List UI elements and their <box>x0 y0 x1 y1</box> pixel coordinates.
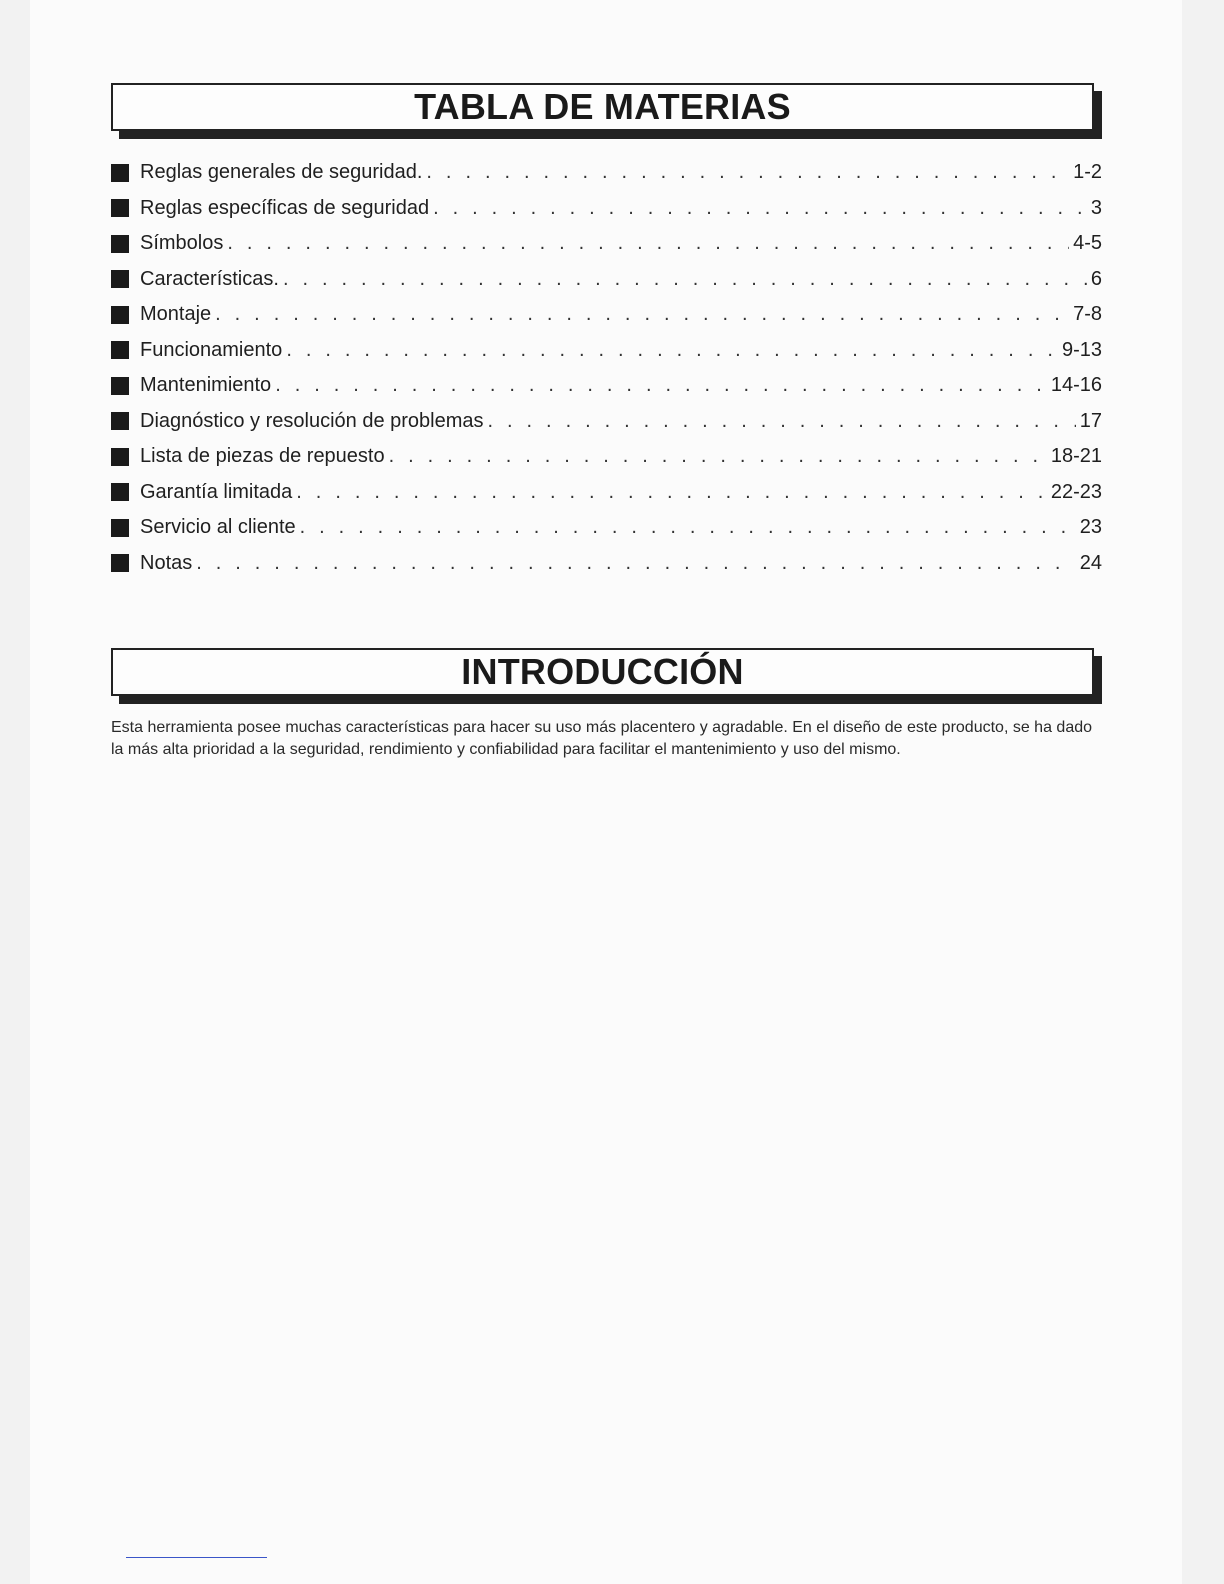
toc-entry-label: Reglas específicas de seguridad <box>140 196 430 219</box>
dot-leader <box>227 232 1069 255</box>
square-bullet-icon <box>111 554 129 572</box>
toc-entry-label: Reglas generales de seguridad. <box>140 161 423 184</box>
intro-paragraph: Esta herramienta posee muchas características para hacer su uso más placentero y agradable. En el diseño de este producto, se ha dado la más alta prioridad a la seguridad, rendimiento y confiabilidad para facilitar el mantenimiento y uso del mismo. <box>111 719 1093 758</box>
dot-leader <box>433 197 1087 220</box>
toc-entry <box>111 191 1102 227</box>
toc-entry-label: Servicio al cliente <box>140 516 296 539</box>
toc-entry-page: 17 <box>1079 409 1102 432</box>
dot-leader <box>196 552 1076 575</box>
square-bullet-icon <box>111 164 129 182</box>
intro-heading-box <box>111 648 1094 696</box>
toc-entry-page: 24 <box>1079 551 1102 574</box>
square-bullet-icon <box>111 377 129 395</box>
toc-list <box>111 155 1102 581</box>
toc-entry-page: 3 <box>1090 196 1102 219</box>
toc-entry <box>111 439 1102 475</box>
toc-entry-page: 1-2 <box>1073 161 1102 184</box>
toc-heading-box <box>111 83 1094 131</box>
toc-entry <box>111 546 1102 582</box>
toc-entry-page: 18-21 <box>1050 445 1102 468</box>
footer-rule <box>126 1557 267 1558</box>
toc-entry-label: Notas <box>140 551 193 574</box>
toc-entry-label: Garantía limitada <box>140 480 293 503</box>
toc-entry <box>111 333 1102 369</box>
toc-entry-page: 14-16 <box>1050 374 1102 397</box>
dot-leader <box>426 161 1069 184</box>
toc-entry <box>111 368 1102 404</box>
dot-leader <box>275 374 1047 397</box>
toc-entry-page: 23 <box>1079 516 1102 539</box>
square-bullet-icon <box>111 235 129 253</box>
toc-entry-page: 7-8 <box>1073 303 1102 326</box>
dot-leader <box>286 339 1058 362</box>
square-bullet-icon <box>111 341 129 359</box>
square-bullet-icon <box>111 483 129 501</box>
dot-leader <box>389 445 1047 468</box>
toc-entry-label: Características. <box>140 267 279 290</box>
toc-entry-label: Diagnóstico y resolución de problemas <box>140 409 484 432</box>
dot-leader <box>215 303 1069 326</box>
toc-entry-label: Lista de piezas de repuesto <box>140 445 385 468</box>
toc-entry-label: Mantenimiento <box>140 374 272 397</box>
square-bullet-icon <box>111 306 129 324</box>
toc-entry-page: 9-13 <box>1061 338 1102 361</box>
toc-entry-label: Funcionamiento <box>140 338 283 361</box>
toc-entry-label: Símbolos <box>140 232 224 255</box>
toc-entry <box>111 155 1102 191</box>
toc-entry <box>111 262 1102 298</box>
toc-entry <box>111 510 1102 546</box>
square-bullet-icon <box>111 270 129 288</box>
toc-entry-page: 6 <box>1090 267 1102 290</box>
toc-title: TABLA DE MATERIAS <box>414 86 791 127</box>
square-bullet-icon <box>111 519 129 537</box>
toc-entry <box>111 475 1102 511</box>
toc-entry <box>111 297 1102 333</box>
toc-entry-page: 22-23 <box>1050 480 1102 503</box>
square-bullet-icon <box>111 448 129 466</box>
toc-entry-page: 4-5 <box>1073 232 1102 255</box>
toc-entry <box>111 404 1102 440</box>
dot-leader <box>488 410 1076 433</box>
square-bullet-icon <box>111 412 129 430</box>
dot-leader <box>300 516 1076 539</box>
square-bullet-icon <box>111 199 129 217</box>
toc-entry-label: Montaje <box>140 303 212 326</box>
dot-leader <box>283 268 1087 291</box>
intro-title: INTRODUCCIÓN <box>461 651 744 692</box>
dot-leader <box>296 481 1047 504</box>
toc-entry <box>111 226 1102 262</box>
